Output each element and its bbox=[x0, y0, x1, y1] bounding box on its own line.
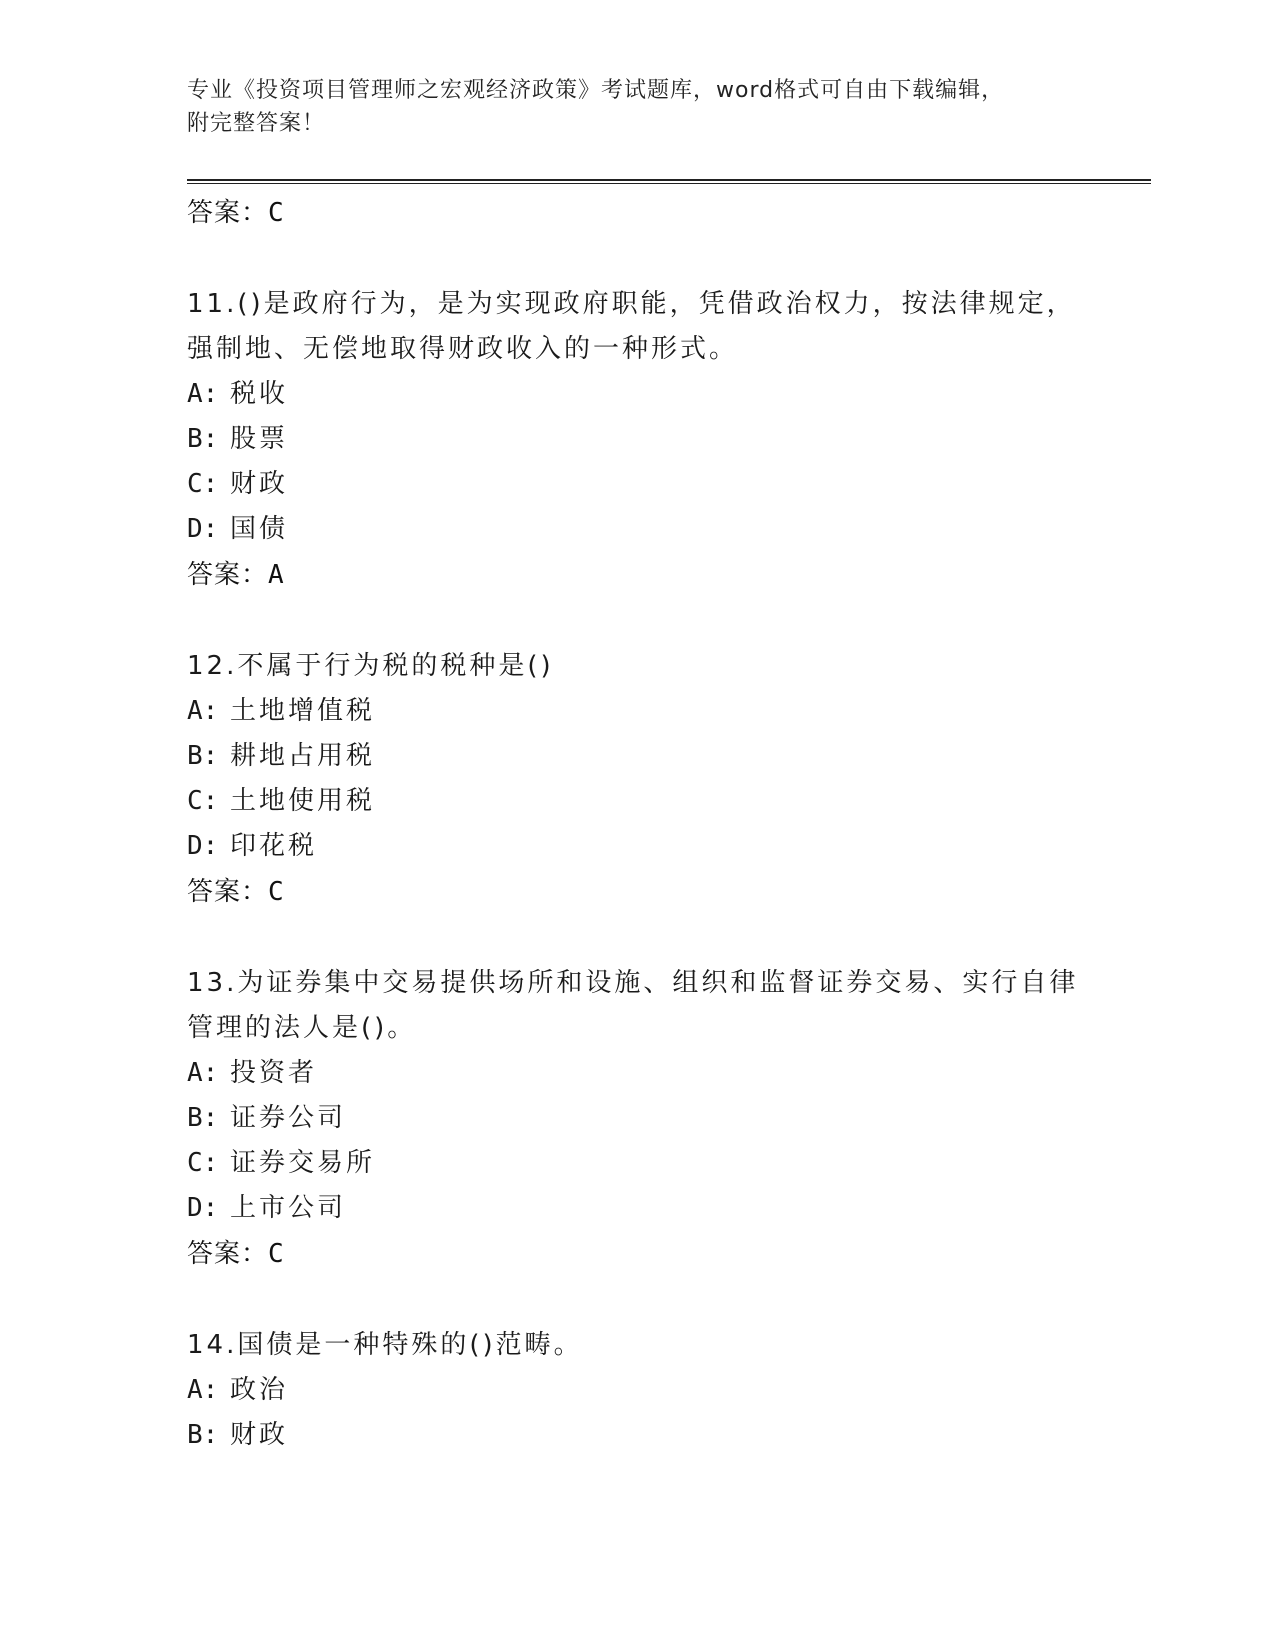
option-a bbox=[187, 1051, 1087, 1096]
option-text: 政治 bbox=[230, 1375, 289, 1405]
option-letter: C: bbox=[187, 1148, 219, 1178]
option-letter: A: bbox=[187, 1058, 219, 1088]
question-text-line: 11.()是政府行为，是为实现政府职能，凭借政治权力，按法律规定， bbox=[187, 289, 1076, 319]
answer-line bbox=[187, 552, 1087, 598]
header-line-2: 附完整答案！ bbox=[187, 111, 326, 136]
question-text-line: 管理的法人是()。 bbox=[187, 1013, 417, 1043]
header-divider-thin bbox=[187, 183, 1151, 184]
option-c bbox=[187, 779, 1087, 824]
option-c bbox=[187, 1141, 1087, 1186]
option-a bbox=[187, 372, 1087, 417]
option-letter: A: bbox=[187, 379, 219, 409]
question-12 bbox=[187, 644, 1087, 689]
option-letter: D: bbox=[187, 514, 219, 544]
option-b bbox=[187, 1413, 1087, 1458]
option-d bbox=[187, 1186, 1087, 1231]
option-text: 税收 bbox=[230, 379, 289, 409]
option-text: 土地增值税 bbox=[230, 696, 376, 726]
question-text-line: 强制地、无偿地取得财政收入的一种形式。 bbox=[187, 334, 739, 364]
answer-label: 答案： bbox=[187, 877, 269, 907]
answer-line bbox=[187, 190, 1087, 236]
spacer bbox=[187, 915, 1087, 961]
question-13 bbox=[187, 961, 1087, 1051]
question-14 bbox=[187, 1323, 1087, 1368]
answer-label: 答案： bbox=[187, 1239, 269, 1269]
option-letter: B: bbox=[187, 741, 219, 771]
spacer bbox=[187, 598, 1087, 644]
option-text: 土地使用税 bbox=[230, 786, 376, 816]
option-letter: B: bbox=[187, 1103, 219, 1133]
answer-value: C bbox=[268, 1239, 285, 1269]
option-letter: C: bbox=[187, 469, 219, 499]
option-text: 耕地占用税 bbox=[230, 741, 376, 771]
question-list bbox=[187, 190, 1087, 1458]
option-b bbox=[187, 417, 1087, 462]
answer-label: 答案： bbox=[187, 198, 269, 228]
document-header bbox=[187, 74, 1087, 140]
option-b bbox=[187, 1096, 1087, 1141]
answer-value: C bbox=[268, 198, 285, 228]
option-letter: D: bbox=[187, 831, 219, 861]
question-text-line: 13.为证券集中交易提供场所和设施、组织和监督证券交易、实行自律 bbox=[187, 968, 1079, 998]
option-text: 投资者 bbox=[230, 1058, 318, 1088]
option-letter: B: bbox=[187, 424, 219, 454]
option-b bbox=[187, 734, 1087, 779]
question-11 bbox=[187, 282, 1087, 372]
option-text: 股票 bbox=[230, 424, 289, 454]
question-text-line: 12.不属于行为税的税种是() bbox=[187, 651, 554, 681]
option-letter: A: bbox=[187, 1375, 219, 1405]
option-text: 财政 bbox=[230, 469, 289, 499]
answer-line bbox=[187, 1231, 1087, 1277]
option-text: 国债 bbox=[230, 514, 289, 544]
header-line-1: 专业《投资项目管理师之宏观经济政策》考试题库，word格式可自由下载编辑， bbox=[187, 78, 1005, 103]
option-text: 证券公司 bbox=[230, 1103, 347, 1133]
option-text: 财政 bbox=[230, 1420, 289, 1450]
option-text: 证券交易所 bbox=[230, 1148, 376, 1178]
option-a bbox=[187, 689, 1087, 734]
header-divider-thick bbox=[187, 179, 1151, 181]
answer-value: A bbox=[268, 560, 285, 590]
answer-label: 答案： bbox=[187, 560, 269, 590]
answer-line bbox=[187, 869, 1087, 915]
option-c bbox=[187, 462, 1087, 507]
spacer bbox=[187, 1277, 1087, 1323]
spacer bbox=[187, 236, 1087, 282]
option-d bbox=[187, 507, 1087, 552]
option-letter: A: bbox=[187, 696, 219, 726]
option-letter: D: bbox=[187, 1193, 219, 1223]
option-a bbox=[187, 1368, 1087, 1413]
option-letter: B: bbox=[187, 1420, 219, 1450]
option-text: 印花税 bbox=[230, 831, 318, 861]
option-letter: C: bbox=[187, 786, 219, 816]
option-text: 上市公司 bbox=[230, 1193, 347, 1223]
answer-value: C bbox=[268, 877, 285, 907]
question-text-line: 14.国债是一种特殊的()范畴。 bbox=[187, 1330, 583, 1360]
option-d bbox=[187, 824, 1087, 869]
